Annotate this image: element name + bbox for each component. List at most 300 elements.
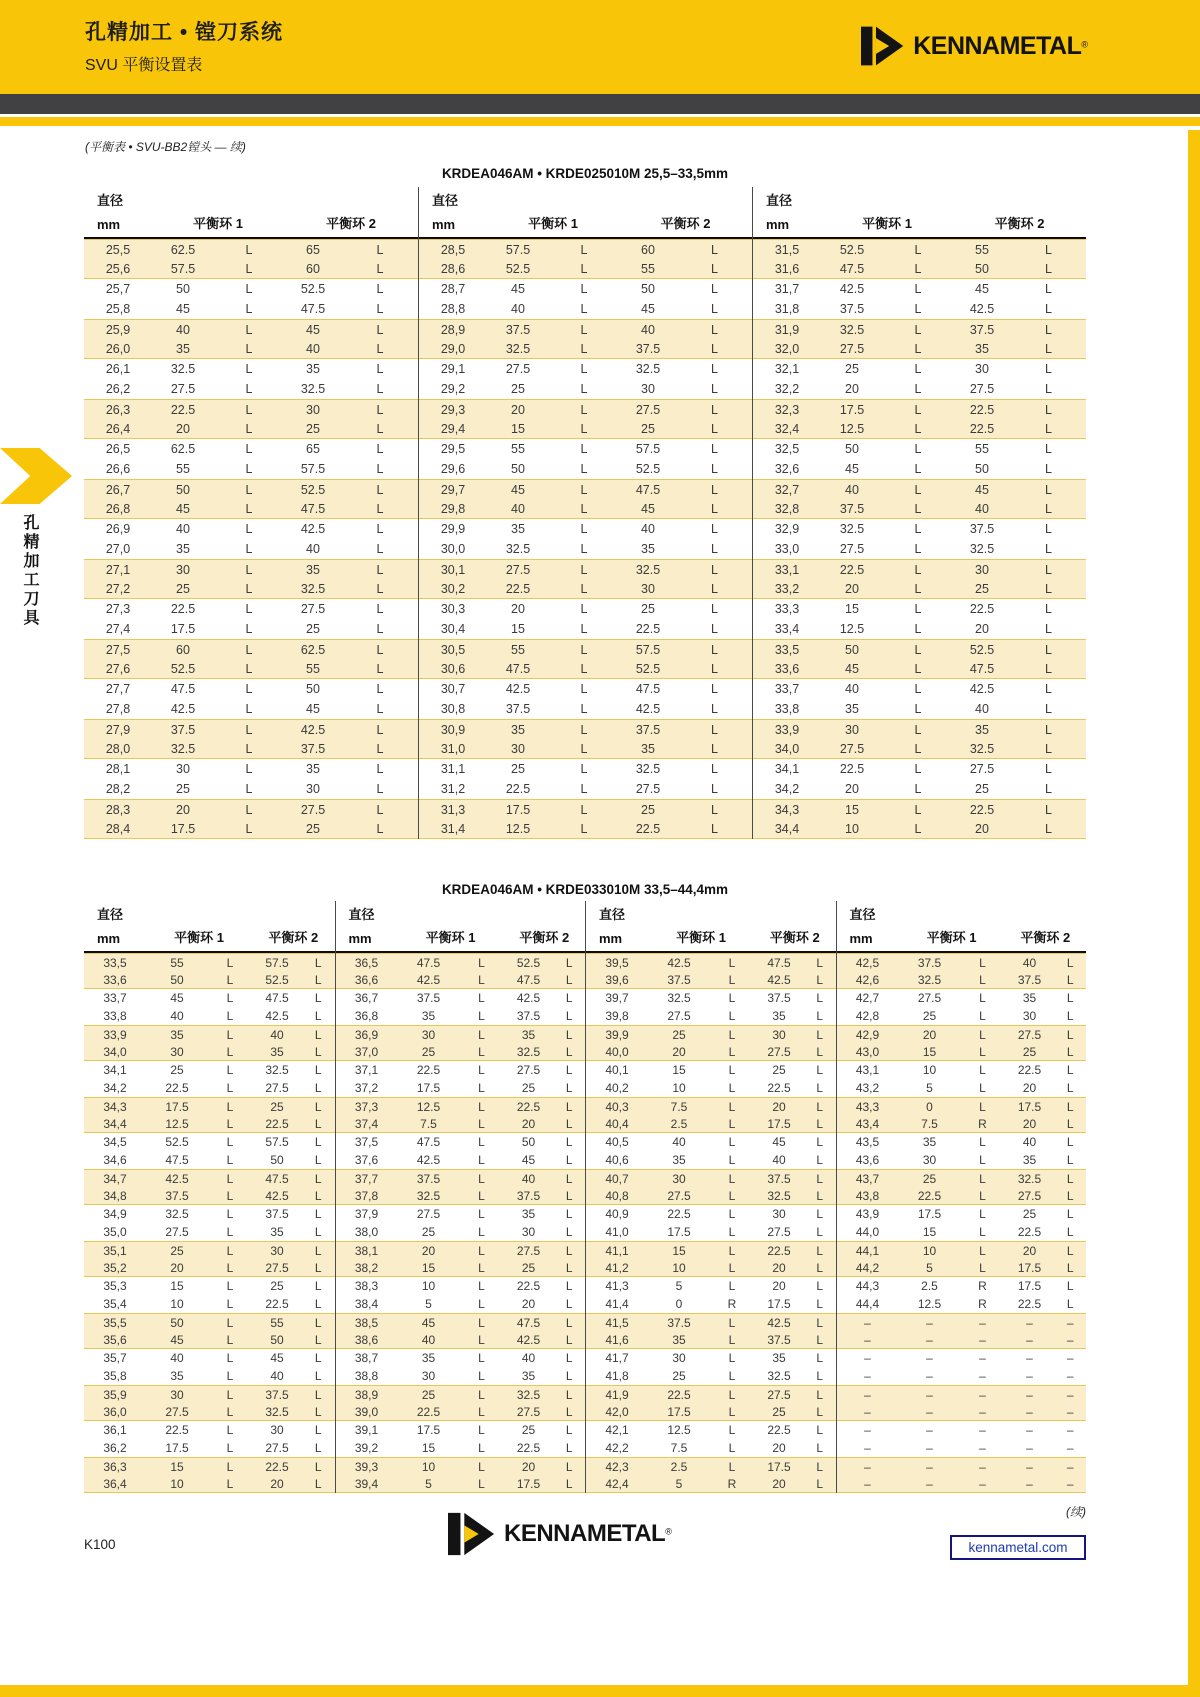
table-row bbox=[84, 1313, 335, 1331]
ring2-value-cell: 17.5 bbox=[767, 1459, 791, 1474]
table-row bbox=[336, 1385, 586, 1403]
diameter-cell: 32,0 bbox=[774, 341, 800, 356]
ring2-value-cell: 20 bbox=[772, 1260, 786, 1275]
ring2-value-cell: 65 bbox=[306, 242, 320, 257]
page-header-band bbox=[0, 0, 1200, 94]
ring2-value-cell: 30 bbox=[772, 1207, 786, 1221]
ring2-value-cell: 50 bbox=[270, 1153, 284, 1167]
ring2-value-cell: 50 bbox=[270, 1332, 284, 1347]
diameter-cell: 40,6 bbox=[605, 1153, 629, 1167]
ring2-direction-cell: L bbox=[1045, 282, 1052, 296]
ring1-direction-cell: L bbox=[226, 1279, 234, 1293]
ring1-value-cell: 47.5 bbox=[505, 661, 531, 676]
ring2-direction-cell: L bbox=[1066, 1116, 1074, 1131]
ring2-value-cell: 40 bbox=[641, 322, 655, 337]
ring2-value-cell: – bbox=[1026, 1459, 1033, 1474]
ring1-value-cell: 37.5 bbox=[170, 722, 196, 737]
ring1-direction-cell: L bbox=[914, 482, 922, 497]
ring2-direction-cell: L bbox=[816, 1099, 824, 1114]
ring1-direction-cell: L bbox=[226, 1260, 234, 1275]
ring1-value-cell: 47.5 bbox=[839, 261, 865, 276]
ring1-direction-cell: L bbox=[245, 242, 253, 257]
ring2-direction-cell: L bbox=[565, 1423, 573, 1437]
diameter-cell: 37,5 bbox=[354, 1135, 379, 1149]
ring2-direction-cell: L bbox=[565, 1171, 573, 1186]
diameter-header-label: 直径 bbox=[97, 193, 124, 208]
table-row bbox=[419, 379, 752, 399]
ring2-direction-cell: – bbox=[1066, 1351, 1074, 1365]
ring1-direction-cell: L bbox=[226, 1459, 234, 1474]
table-row bbox=[586, 1025, 836, 1043]
ring1-direction-cell: L bbox=[478, 972, 485, 987]
ring2-value-cell: 27.5 bbox=[767, 1387, 791, 1402]
ring2-direction-cell: L bbox=[1066, 955, 1074, 970]
table-row bbox=[753, 559, 1086, 579]
column-labels-row bbox=[586, 925, 836, 951]
diameter-cell: 33,6 bbox=[774, 661, 800, 676]
unit-header-label: mm bbox=[849, 931, 873, 946]
ring1-direction-cell: L bbox=[728, 1459, 736, 1474]
ring2-direction-cell: L bbox=[1066, 1279, 1074, 1293]
table-row bbox=[84, 639, 418, 659]
ring2-value-cell: – bbox=[1026, 1404, 1033, 1419]
ring2-direction-cell: L bbox=[376, 702, 384, 716]
table-row bbox=[419, 279, 752, 299]
diameter-cell: 25,5 bbox=[105, 242, 131, 257]
ring2-value-cell: 42.5 bbox=[265, 1188, 289, 1203]
ring2-direction-cell: L bbox=[1066, 1207, 1074, 1221]
table-row bbox=[84, 579, 418, 599]
ring1-value-cell: 17.5 bbox=[667, 1404, 691, 1419]
ring2-direction-cell: L bbox=[376, 722, 384, 737]
diameter-cell: 34,0 bbox=[103, 1044, 127, 1059]
ring2-direction-cell: L bbox=[711, 382, 718, 396]
table-row bbox=[419, 759, 752, 779]
table-row bbox=[837, 1079, 1087, 1097]
ring1-value-cell: 35 bbox=[511, 722, 525, 737]
table-row bbox=[837, 1169, 1087, 1187]
ring2-direction-cell: L bbox=[314, 1369, 322, 1383]
table-row bbox=[84, 299, 418, 319]
ring1-value-cell: 22.5 bbox=[505, 782, 531, 796]
table-rows bbox=[837, 953, 1087, 1493]
ring1-value-cell: 17.5 bbox=[917, 1207, 942, 1221]
table-row bbox=[84, 759, 418, 779]
table-row bbox=[419, 539, 752, 559]
ring2-direction-cell: L bbox=[1066, 1171, 1074, 1186]
table-row bbox=[336, 1187, 586, 1205]
diameter-cell: 29,8 bbox=[440, 501, 466, 516]
ring2-value-cell: 27.5 bbox=[516, 1063, 541, 1077]
ring2-value-cell: 47.5 bbox=[516, 1315, 541, 1330]
website-link[interactable]: kennametal.com bbox=[950, 1535, 1086, 1560]
diameter-cell: 29,2 bbox=[440, 382, 466, 396]
ring2-value-cell: 35 bbox=[772, 1351, 786, 1365]
ring2-direction-cell: L bbox=[1066, 1081, 1074, 1095]
ring2-value-cell: 27.5 bbox=[767, 1225, 791, 1239]
diameter-cell: – bbox=[864, 1332, 871, 1347]
table-column-group bbox=[752, 187, 1086, 839]
ring1-value-cell: 32.5 bbox=[170, 741, 196, 756]
table-row bbox=[84, 599, 418, 619]
ring2-value-cell: 55 bbox=[975, 442, 989, 456]
table-row bbox=[84, 259, 418, 279]
ring2-direction-cell: L bbox=[565, 1297, 573, 1311]
ring2-direction-cell: L bbox=[314, 1423, 322, 1437]
table-row bbox=[837, 1421, 1087, 1439]
ring1-value-cell: 17.5 bbox=[165, 1099, 189, 1114]
ring1-value-cell: 30 bbox=[421, 1027, 436, 1042]
ring1-value-cell: 55 bbox=[511, 642, 525, 657]
ring2-direction-cell: L bbox=[1066, 1135, 1074, 1149]
ring1-value-cell: 45 bbox=[170, 1332, 184, 1347]
ring2-value-cell: 45 bbox=[975, 282, 989, 296]
ring2-value-cell: 27.5 bbox=[1017, 1188, 1042, 1203]
table-row bbox=[586, 1385, 836, 1403]
table-row bbox=[753, 339, 1086, 359]
ring2-direction-cell: L bbox=[1066, 1225, 1074, 1239]
ring2-value-cell: 40 bbox=[772, 1153, 786, 1167]
ring1-direction-cell: L bbox=[580, 282, 588, 296]
ring1-value-cell: – bbox=[926, 1441, 933, 1455]
diameter-cell: 34,2 bbox=[103, 1081, 127, 1095]
ring1-direction-cell: L bbox=[478, 1135, 485, 1149]
ring1-value-cell: 25 bbox=[421, 1225, 436, 1239]
diameter-cell: 34,3 bbox=[774, 802, 800, 817]
diameter-cell: 41,0 bbox=[605, 1225, 629, 1239]
brand-wordmark: KENNAMETAL bbox=[913, 31, 1082, 60]
table-row bbox=[586, 1475, 836, 1493]
page-title: 孔精加工 • 镗刀系统 bbox=[85, 21, 284, 44]
balance-table-2 bbox=[84, 882, 1086, 1493]
table-row bbox=[419, 299, 752, 319]
ring1-value-cell: 35 bbox=[922, 1135, 937, 1149]
ring2-direction-cell: L bbox=[711, 622, 718, 636]
ring1-value-cell: 50 bbox=[170, 1315, 184, 1330]
ring2-direction-cell: L bbox=[1045, 442, 1052, 456]
table-row bbox=[586, 1259, 836, 1277]
ring1-value-cell: 22.5 bbox=[170, 602, 196, 616]
ring1-direction-cell: L bbox=[226, 1207, 234, 1221]
ring1-direction-cell: L bbox=[979, 1009, 986, 1023]
ring2-direction-cell: L bbox=[816, 1260, 824, 1275]
ring1-direction-cell: L bbox=[478, 1027, 485, 1042]
ring1-direction-cell: L bbox=[914, 382, 922, 396]
table-row bbox=[336, 1043, 586, 1061]
ring2-value-cell: 57.5 bbox=[300, 462, 326, 476]
ring2-direction-cell: L bbox=[1045, 542, 1052, 556]
table-row bbox=[419, 399, 752, 419]
ring1-direction-cell: L bbox=[245, 682, 253, 696]
ring2-value-cell: 45 bbox=[641, 302, 655, 316]
ring1-value-cell: 32.5 bbox=[165, 1207, 189, 1221]
ring1-direction-cell: L bbox=[728, 1009, 736, 1023]
ring1-direction-cell: L bbox=[245, 421, 253, 436]
ring1-value-cell: 7.5 bbox=[670, 1441, 688, 1455]
diameter-cell: 31,1 bbox=[440, 762, 466, 776]
ring1-value-cell: 35 bbox=[421, 1351, 436, 1365]
ring2-value-cell: 30 bbox=[975, 362, 989, 376]
diameter-cell: 43,0 bbox=[855, 1044, 880, 1059]
table-row bbox=[84, 1061, 335, 1079]
diameter-cell: 38,0 bbox=[354, 1225, 379, 1239]
column-group-header bbox=[336, 901, 586, 953]
ring2-direction-cell: L bbox=[376, 482, 384, 497]
ring2-value-cell: 42.5 bbox=[635, 702, 661, 716]
table-row bbox=[336, 1295, 586, 1313]
ring2-value-cell: 37.5 bbox=[969, 322, 995, 337]
ring1-value-cell: 20 bbox=[922, 1027, 937, 1042]
ring1-direction-cell: L bbox=[580, 382, 588, 396]
table-row bbox=[419, 679, 752, 699]
table-column-group bbox=[84, 901, 335, 1493]
diameter-cell: 28,7 bbox=[440, 282, 466, 296]
registered-mark: ® bbox=[1081, 39, 1088, 50]
ring2-direction-cell: L bbox=[1045, 462, 1052, 476]
ring1-direction-cell: L bbox=[914, 682, 922, 696]
table-row bbox=[84, 1385, 335, 1403]
diameter-cell: 38,5 bbox=[354, 1315, 379, 1330]
ring1-direction-cell: – bbox=[979, 1441, 986, 1455]
ring1-value-cell: 22.5 bbox=[839, 562, 865, 577]
table-row bbox=[837, 1043, 1087, 1061]
ring1-header-label: 平衡环 1 bbox=[528, 216, 578, 231]
diameter-cell: 36,8 bbox=[354, 1009, 379, 1023]
ring2-direction-cell: L bbox=[314, 1279, 322, 1293]
table-row bbox=[84, 719, 418, 739]
diameter-cell: 44,0 bbox=[855, 1225, 880, 1239]
ring2-direction-cell: L bbox=[1045, 702, 1052, 716]
ring1-direction-cell: L bbox=[580, 542, 588, 556]
ring1-direction-cell: L bbox=[478, 1459, 485, 1474]
ring1-value-cell: 27.5 bbox=[505, 562, 531, 577]
ring1-direction-cell: L bbox=[226, 1116, 234, 1131]
ring1-value-cell: 15 bbox=[170, 1279, 184, 1293]
ring2-value-cell: 60 bbox=[306, 261, 320, 276]
diameter-cell: 36,7 bbox=[354, 991, 379, 1005]
diameter-cell: 25,9 bbox=[105, 322, 131, 337]
table-row bbox=[84, 279, 418, 299]
ring2-value-cell: 30 bbox=[270, 1423, 284, 1437]
diameter-cell: 27,0 bbox=[105, 542, 131, 556]
table-row bbox=[336, 1475, 586, 1493]
ring1-value-cell: 22.5 bbox=[839, 762, 865, 776]
ring2-value-cell: 30 bbox=[1022, 1009, 1037, 1023]
ring1-direction-cell: L bbox=[914, 402, 922, 417]
ring1-value-cell: 32.5 bbox=[505, 542, 531, 556]
ring1-value-cell: 40 bbox=[421, 1332, 436, 1347]
table2-title: KRDEA046AM • KRDE033010M 33,5–44,4mm bbox=[441, 882, 729, 897]
ring2-value-cell: 32.5 bbox=[635, 362, 661, 376]
ring2-value-cell: 25 bbox=[306, 421, 320, 436]
ring2-direction-cell: L bbox=[565, 1044, 573, 1059]
ring1-value-cell: – bbox=[926, 1332, 933, 1347]
ring2-direction-cell: L bbox=[816, 1009, 824, 1023]
ring1-value-cell: 52.5 bbox=[839, 242, 865, 257]
table-row bbox=[419, 459, 752, 479]
ring1-direction-cell: L bbox=[478, 1369, 485, 1383]
diameter-cell: 34,7 bbox=[103, 1171, 127, 1186]
table-row bbox=[586, 971, 836, 989]
diameter-cell: 43,8 bbox=[855, 1188, 880, 1203]
ring1-value-cell: 7.5 bbox=[420, 1116, 437, 1131]
ring1-direction-cell: L bbox=[478, 1423, 485, 1437]
ring1-header-label: 平衡环 1 bbox=[862, 216, 912, 231]
table-row bbox=[586, 1133, 836, 1151]
brand-name bbox=[504, 1520, 672, 1548]
table-row bbox=[419, 319, 752, 339]
ring2-direction-cell: L bbox=[1045, 302, 1052, 316]
ring2-direction-cell: L bbox=[711, 722, 718, 737]
ring2-direction-cell: L bbox=[1045, 421, 1052, 436]
table-row bbox=[419, 499, 752, 519]
ring1-direction-cell: L bbox=[914, 362, 922, 376]
kennametal-footer-logo bbox=[448, 1512, 672, 1556]
ring2-value-cell: 32.5 bbox=[265, 1063, 289, 1077]
ring2-direction-cell: L bbox=[816, 955, 824, 970]
ring1-direction-cell: – bbox=[979, 1423, 986, 1437]
ring1-value-cell: 42.5 bbox=[170, 702, 196, 716]
ring2-value-cell: – bbox=[1026, 1387, 1033, 1402]
ring1-value-cell: 50 bbox=[176, 282, 190, 296]
ring2-value-cell: 47.5 bbox=[265, 1171, 289, 1186]
diameter-cell: 28,1 bbox=[105, 762, 131, 776]
ring1-value-cell: 30 bbox=[170, 1044, 184, 1059]
ring1-value-cell: 17.5 bbox=[505, 802, 531, 817]
ring2-value-cell: 35 bbox=[306, 562, 320, 577]
ring1-value-cell: 42.5 bbox=[416, 972, 441, 987]
ring1-direction-cell: L bbox=[478, 1116, 485, 1131]
ring1-header-label: 平衡环 1 bbox=[193, 216, 243, 231]
diameter-cell: 41,9 bbox=[605, 1387, 629, 1402]
table-row bbox=[336, 1061, 586, 1079]
ring2-direction-cell: L bbox=[711, 322, 718, 337]
ring1-value-cell: 37.5 bbox=[667, 1315, 691, 1330]
table-row bbox=[837, 1151, 1087, 1169]
ring2-direction-cell: L bbox=[565, 1476, 573, 1491]
table-row bbox=[586, 989, 836, 1007]
ring2-value-cell: 42.5 bbox=[969, 682, 995, 696]
ring1-value-cell: – bbox=[926, 1476, 933, 1491]
table-row bbox=[419, 599, 752, 619]
table-row bbox=[419, 699, 752, 719]
ring1-value-cell: 25 bbox=[421, 1044, 436, 1059]
page-number: K100 bbox=[84, 1537, 116, 1552]
ring2-direction-cell: L bbox=[1045, 642, 1052, 657]
diameter-cell: 41,5 bbox=[605, 1315, 629, 1330]
ring1-direction-cell: L bbox=[580, 482, 588, 497]
balance-table-1 bbox=[84, 166, 1086, 839]
ring1-value-cell: 42.5 bbox=[667, 955, 691, 970]
ring2-value-cell: 27.5 bbox=[516, 1404, 541, 1419]
ring2-value-cell: 40 bbox=[1022, 955, 1037, 970]
ring1-value-cell: 50 bbox=[511, 462, 525, 476]
table-row bbox=[84, 1223, 335, 1241]
ring1-value-cell: 12.5 bbox=[416, 1099, 441, 1114]
ring2-value-cell: 65 bbox=[306, 442, 320, 456]
ring2-value-cell: 40 bbox=[521, 1351, 536, 1365]
ring1-value-cell: 37.5 bbox=[839, 302, 865, 316]
diameter-header-label: 直径 bbox=[97, 907, 124, 922]
ring1-direction-cell: – bbox=[979, 1476, 986, 1491]
table-row bbox=[419, 479, 752, 499]
ring2-direction-cell: L bbox=[1045, 362, 1052, 376]
diameter-cell: 29,6 bbox=[440, 462, 466, 476]
table-row bbox=[753, 379, 1086, 399]
ring1-direction-cell: L bbox=[580, 501, 588, 516]
table2-groups bbox=[84, 901, 1086, 1493]
ring2-value-cell: 22.5 bbox=[969, 421, 995, 436]
diameter-cell: 40,9 bbox=[605, 1207, 629, 1221]
ring1-value-cell: 30 bbox=[672, 1171, 686, 1186]
column-labels-row bbox=[84, 925, 335, 951]
ring1-value-cell: 22.5 bbox=[165, 1423, 189, 1437]
ring1-direction-cell: L bbox=[478, 1063, 485, 1077]
ring1-value-cell: 27.5 bbox=[165, 1404, 189, 1419]
ring2-value-cell: 20 bbox=[521, 1297, 536, 1311]
ring1-header-label: 平衡环 1 bbox=[676, 930, 726, 945]
ring1-value-cell: 17.5 bbox=[165, 1441, 189, 1455]
ring2-value-cell: 25 bbox=[521, 1423, 536, 1437]
ring1-value-cell: 17.5 bbox=[170, 622, 196, 636]
table-row bbox=[84, 1403, 335, 1421]
ring2-direction-cell: L bbox=[376, 341, 384, 356]
ring2-direction-cell: L bbox=[314, 1260, 322, 1275]
kennametal-k-icon bbox=[448, 1512, 496, 1556]
diameter-cell: 38,4 bbox=[354, 1297, 379, 1311]
table-row bbox=[84, 559, 418, 579]
ring1-direction-cell: L bbox=[245, 622, 253, 636]
ring2-direction-cell: L bbox=[711, 661, 718, 676]
ring1-value-cell: 37.5 bbox=[667, 972, 691, 987]
ring2-value-cell: 52.5 bbox=[300, 482, 326, 497]
ring1-direction-cell: L bbox=[979, 1044, 986, 1059]
diameter-cell: 37,2 bbox=[354, 1081, 379, 1095]
table-row bbox=[84, 1169, 335, 1187]
ring2-value-cell: 20 bbox=[1022, 1081, 1037, 1095]
ring2-value-cell: 47.5 bbox=[767, 955, 791, 970]
ring1-value-cell: 30 bbox=[845, 722, 859, 737]
ring1-direction-cell: L bbox=[478, 1207, 485, 1221]
ring2-value-cell: 55 bbox=[270, 1315, 284, 1330]
ring1-value-cell: 15 bbox=[170, 1459, 184, 1474]
column-labels-row bbox=[837, 925, 1087, 951]
diameter-cell: 42,6 bbox=[855, 972, 880, 987]
ring2-value-cell: 20 bbox=[772, 1476, 786, 1491]
ring1-direction-cell: L bbox=[728, 1279, 736, 1293]
ring1-value-cell: 37.5 bbox=[416, 1171, 441, 1186]
ring2-direction-cell: L bbox=[314, 1116, 322, 1131]
table-row bbox=[336, 1205, 586, 1223]
ring2-value-cell: 45 bbox=[772, 1135, 786, 1149]
ring2-direction-cell: L bbox=[376, 302, 384, 316]
ring2-direction-cell: L bbox=[1045, 722, 1052, 737]
ring2-direction-cell: L bbox=[816, 1188, 824, 1203]
diameter-cell: 40,0 bbox=[605, 1044, 629, 1059]
ring1-direction-cell: L bbox=[914, 622, 922, 636]
ring2-value-cell: 47.5 bbox=[635, 482, 661, 497]
ring2-value-cell: 35 bbox=[1022, 1153, 1037, 1167]
ring2-value-cell: 22.5 bbox=[635, 622, 661, 636]
table-row bbox=[753, 619, 1086, 639]
ring2-direction-cell: L bbox=[1066, 991, 1074, 1005]
diameter-cell: 31,3 bbox=[440, 802, 466, 817]
table-rows bbox=[586, 953, 836, 1493]
ring1-value-cell: 27.5 bbox=[839, 542, 865, 556]
column-group-header bbox=[586, 901, 836, 953]
diameter-cell: 36,2 bbox=[103, 1441, 127, 1455]
ring2-value-cell: – bbox=[1026, 1315, 1033, 1330]
